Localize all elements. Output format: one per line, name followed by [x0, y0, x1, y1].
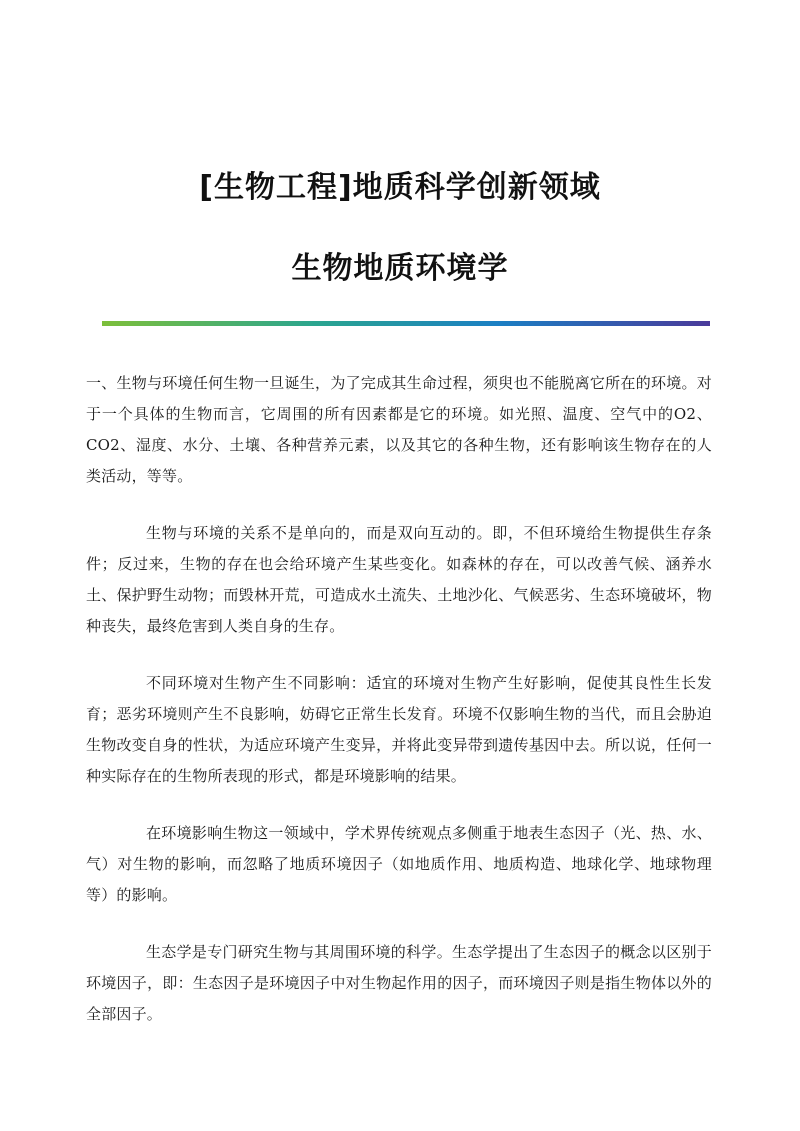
document-title: [生物工程]地质科学创新领域 [199, 170, 601, 205]
paragraph-ecology: 生态学是专门研究生物与其周围环境的科学。生态学提出了生态因子的概念以区别于环境因子，即：生态因子是环境因子中对生物起作用的因子，而环境因子则是指生物体以外的全部因子。 [86, 943, 712, 1023]
document-subtitle: 生物地质环境学 [291, 251, 509, 286]
paragraph-environment-effects: 不同环境对生物产生不同影响：适宜的环境对生物产生好影响，促使其良性生长发育；恶劣环境则产生不良影响，妨碍它正常生长发育。环境不仅影响生物的当代，而且会胁迫生物改变自身的性状，为适应环境产生变异，并将此变异带到遗传基因中去。所以说，任何一种实际存在的生物所表现的形式，都是环境影响的结果。 [86, 674, 712, 785]
document-body [86, 368, 712, 1056]
paragraph-geological-factors: 在环境影响生物这一领域中，学术界传统观点多侧重于地表生态因子（光、热、水、气）对生物的影响，而忽略了地质环境因子（如地质作用、地质构造、地球化学、地球物理等）的影响。 [86, 824, 712, 904]
paragraph-intro: 一、生物与环境任何生物一旦诞生，为了完成其生命过程，须臾也不能脱离它所在的环境。对于一个具体的生物而言，它周围的所有因素都是它的环境。如光照、温度、空气中的O2、CO2、湿度、水分、土壤、各种营养元素，以及其它的各种生物，还有影响该生物存在的人类活动，等等。 [86, 374, 712, 485]
gradient-divider [102, 321, 710, 326]
paragraph-interaction: 生物与环境的关系不是单向的，而是双向互动的。即，不但环境给生物提供生存条件；反过来，生物的存在也会给环境产生某些变化。如森林的存在，可以改善气候、涵养水土、保护野生动物；而毁林开荒，可造成水土流失、土地沙化、气候恶劣、生态环境破坏，物种丧失，最终危害到人类自身的生存。 [86, 524, 712, 635]
